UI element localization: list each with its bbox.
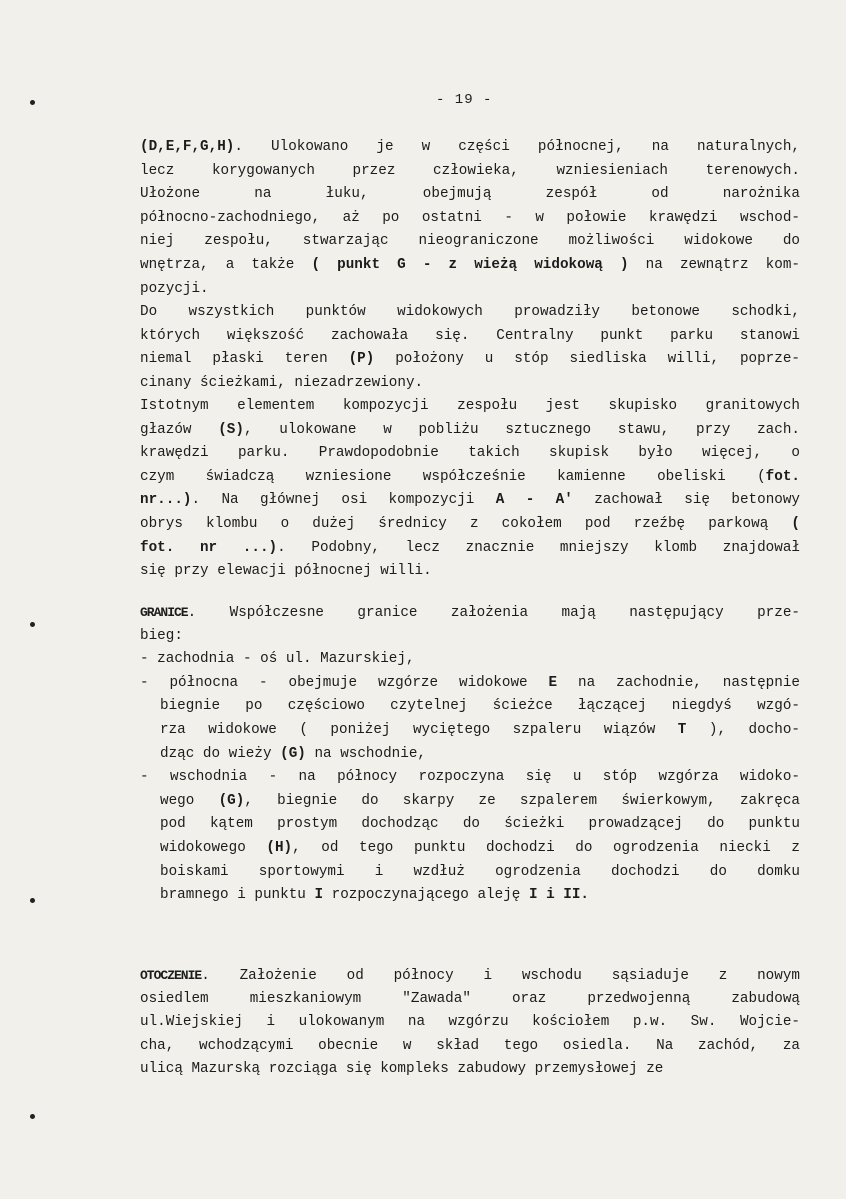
bold-text: (D,E,F,G,H) — [140, 139, 235, 155]
text-run: zachował się betonowy — [572, 492, 801, 509]
bold-text: (G) — [218, 792, 245, 809]
text-line — [140, 395, 800, 419]
section-otoczenie — [140, 964, 800, 1082]
text-run: , od tego punktu dochodzi do ogrodzenia niecki z — [292, 839, 800, 856]
text-run: bieg: — [140, 627, 183, 644]
text-run: cinany ścieżkami, niezadrzewiony. — [140, 374, 424, 391]
bold-text: A - A' — [495, 492, 573, 509]
text-run: pozycji. — [140, 280, 209, 297]
text-line — [140, 884, 800, 908]
text-line — [140, 1035, 800, 1059]
text-line — [140, 964, 800, 988]
text-run: pod kątem prostym dochodząc do ścieżki prowadzącej do punktu — [160, 816, 800, 833]
page-number: - 19 - — [436, 92, 493, 108]
text-run: ulicą Mazurską rozciąga się kompleks zabudowy przemysłowej ze — [140, 1061, 664, 1078]
paragraph-boulders — [140, 395, 800, 584]
text-line — [140, 136, 800, 160]
text-line — [140, 160, 800, 184]
text-run: głazów — [140, 421, 219, 438]
bold-text: (H) — [266, 839, 293, 856]
text-run: . Podobny, lecz znacznie mniejszy klomb znajdował — [277, 539, 800, 556]
text-run: bramnego i punktu — [160, 887, 315, 904]
bold-text: nr...) — [140, 492, 192, 509]
text-run: wnętrza, a także — [140, 256, 312, 273]
text-line — [140, 560, 800, 584]
text-line — [140, 813, 800, 837]
text-line — [140, 861, 800, 885]
bold-text: fot. nr ...) — [140, 539, 278, 556]
text-line — [140, 278, 800, 302]
text-run: . Założenie od północy i wschodu sąsiaduje z nowym — [201, 968, 800, 984]
text-run: biegnie po częściowo czytelnej ścieżce łączącej niegdyś wzgó- — [160, 698, 800, 715]
text-line — [140, 743, 800, 767]
text-line — [140, 442, 800, 466]
punch-hole-mark — [30, 622, 35, 627]
text-run: osiedlem mieszkaniowym "Zawada" oraz przedwojenną zabudową — [140, 990, 800, 1007]
text-run: ), docho- — [686, 721, 800, 738]
text-line — [140, 1011, 800, 1035]
text-line — [140, 766, 800, 790]
text-line — [140, 183, 800, 207]
text-line — [140, 988, 800, 1012]
section-heading: GRANICE — [140, 605, 188, 620]
text-line — [140, 790, 800, 814]
text-run: położony u stóp siedliska willi, poprze- — [374, 351, 801, 368]
text-run: boiskami sportowymi i wzdłuż ogrodzenia dochodzi do domku — [160, 863, 800, 880]
text-run: . Współczesne granice założenia mają następujący prze- — [187, 605, 800, 621]
text-run: obrys klombu o dużej średnicy z cokołem pod rzeźbę parkową — [140, 515, 792, 532]
text-line — [140, 489, 800, 513]
bold-text: ( punkt G - z wieżą widokową ) — [311, 256, 629, 273]
bold-text: fot. — [765, 468, 800, 485]
punch-hole-mark — [30, 898, 35, 903]
section-heading: OTOCZENIE — [140, 968, 202, 983]
text-line — [140, 207, 800, 231]
text-line — [140, 695, 800, 719]
text-run: Ułożone na łuku, obejmują zespół od narożnika — [140, 186, 800, 203]
text-line — [140, 466, 800, 490]
text-run: rozpoczynającego aleję — [323, 887, 529, 904]
paragraph-stairs — [140, 301, 800, 395]
punch-hole-mark — [30, 1114, 35, 1119]
text-line — [140, 348, 800, 372]
text-run: niej zespołu, stwarzając nieograniczone możliwości widokowe do — [140, 233, 800, 250]
text-run: , biegnie do skarpy ze szpalerem świerkowym, zakręca — [244, 792, 801, 809]
bold-text: I — [314, 887, 324, 904]
text-run: na zewnątrz kom- — [628, 256, 801, 273]
text-run: lecz korygowanych przez człowieka, wzniesieniach terenowych. — [140, 162, 800, 179]
text-run: się przy elewacji północnej willi. — [140, 563, 432, 580]
text-run: - północna - obejmuje wzgórze widokowe — [140, 674, 549, 691]
text-run: Istotnym elementem kompozycji zespołu jest skupisko granitowych — [140, 398, 800, 414]
bold-text: (S) — [218, 421, 244, 438]
text-run: widokowego — [160, 839, 267, 856]
text-line — [140, 254, 800, 278]
text-line — [140, 513, 800, 537]
text-line — [140, 301, 800, 325]
text-run: krawędzi parku. Prawdopodobnie takich skupisk było więcej, o — [140, 445, 800, 462]
text-line — [140, 601, 800, 625]
text-run: na zachodnie, następnie — [557, 674, 800, 691]
text-run: dząc do wieży — [160, 745, 281, 762]
text-run: niemal płaski teren — [140, 351, 349, 368]
text-run: których większość zachowała się. Centralny punkt parku stanowi — [140, 327, 800, 344]
bold-text: I i II. — [528, 887, 590, 904]
text-run: wego — [160, 792, 219, 809]
text-run: na wschodnie, — [305, 745, 426, 762]
text-line — [140, 719, 800, 743]
text-run: . Ulokowano je w części północnej, na naturalnych, — [234, 139, 800, 155]
text-line — [140, 325, 800, 349]
text-run: rza widokowe ( poniżej wyciętego szpaleru wiązów — [160, 721, 678, 738]
text-line — [140, 672, 800, 696]
paragraph-viewpoints — [140, 136, 800, 301]
text-run: ul.Wiejskiej i ulokowanym na wzgórzu kościołem p.w. Sw. Wojcie- — [140, 1014, 800, 1031]
text-run: - zachodnia - oś ul. Mazurskiej, — [140, 651, 415, 668]
text-line — [140, 648, 800, 672]
text-line — [140, 372, 800, 396]
bold-text: (P) — [348, 351, 375, 368]
text-line — [140, 230, 800, 254]
text-line — [140, 1058, 800, 1082]
bold-text: T — [677, 721, 687, 738]
text-run: - wschodnia - na północy rozpoczyna się u stóp wzgórza widoko- — [140, 769, 800, 786]
text-run: czym świadczą wzniesione współcześnie kamienne obeliski ( — [140, 468, 766, 485]
section-granice — [140, 601, 800, 908]
bold-text: (G) — [280, 745, 306, 762]
bold-text: E — [548, 674, 558, 691]
punch-hole-mark — [30, 100, 35, 105]
text-line — [140, 837, 800, 861]
text-run: . Na głównej osi kompozycji — [191, 492, 496, 509]
text-run: północno-zachodniego, aż po ostatni - w połowie krawędzi wschod- — [140, 209, 800, 226]
text-run: Do wszystkich punktów widokowych prowadziły betonowe schodki, — [140, 304, 800, 320]
bold-text: ( — [791, 515, 800, 532]
text-line — [140, 537, 800, 561]
text-line — [140, 625, 800, 649]
text-run: , ulokowane w pobliżu sztucznego stawu, przy zach. — [243, 421, 800, 438]
text-line — [140, 419, 800, 443]
text-run: cha, wchodzącymi obecnie w skład tego osiedla. Na zachód, za — [140, 1037, 800, 1054]
